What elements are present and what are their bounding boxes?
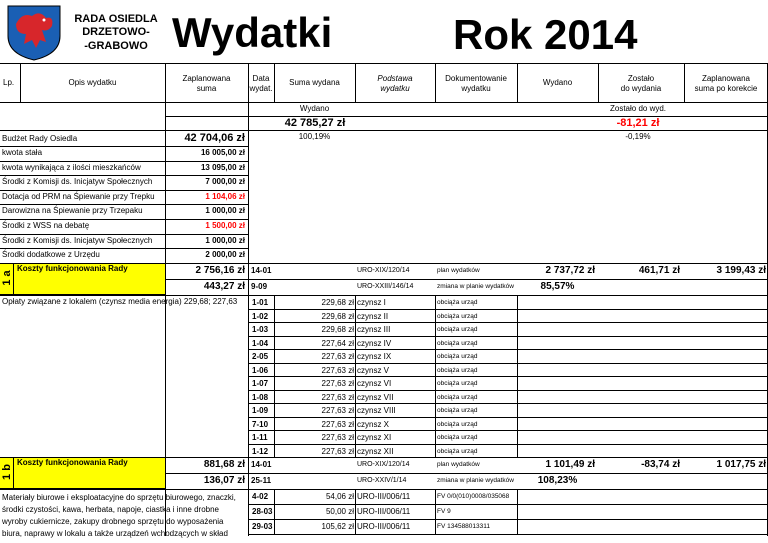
budget-row-value: 7 000,00 zł <box>205 177 245 186</box>
budget-row-label: kwota stała <box>2 148 43 157</box>
section-1b-zostalo: -83,74 zł <box>641 459 680 470</box>
cell-divider <box>435 295 436 309</box>
section-1a-zostalo: 461,71 zł <box>638 265 680 276</box>
cell-divider <box>517 363 518 377</box>
col-zostalo: Zostało do wydania <box>620 74 662 93</box>
col-lp: Lp. <box>3 78 15 87</box>
cell-divider <box>517 295 518 309</box>
section-1a-change-doc: zmiana w planie wydatków <box>437 283 514 290</box>
section-1a-title: Koszty funkcjonowania Rady <box>17 264 128 273</box>
summary-zostalo-pct: -0,19% <box>625 132 651 141</box>
table-row-basis: czynsz XI <box>357 433 392 442</box>
table-row-date: 1-11 <box>252 433 268 442</box>
cell-divider <box>435 336 436 350</box>
cell-divider <box>355 417 356 431</box>
cell-divider <box>517 349 518 363</box>
section-1a-planned: 2 756,16 zł <box>195 265 245 276</box>
table-row-basis: czynsz VIII <box>357 406 396 415</box>
table-row-date: 1-06 <box>252 366 269 375</box>
table-row-date: 28-03 <box>252 507 273 516</box>
row-divider <box>248 444 768 445</box>
table-row-date: 1-08 <box>252 393 269 402</box>
table-row-basis: URO-III/006/11 <box>357 522 411 531</box>
org-name-line2: DRZETOWO- <box>82 26 150 38</box>
cell-divider <box>355 376 356 390</box>
col-dokumentowanie: Dokumentowanie wydatku <box>445 74 507 93</box>
row-divider <box>248 504 768 505</box>
table-row-amount: 227,63 zł <box>321 393 354 402</box>
table-row-basis: czynsz VI <box>357 379 392 388</box>
table-row-amount: 229,68 zł <box>321 325 354 334</box>
section-1b-korekta: 1 017,75 zł <box>716 459 766 470</box>
year-title: Rok 2014 <box>453 11 638 58</box>
budget-row-value: 16 005,00 zł <box>200 148 245 157</box>
page-title: Wydatki <box>172 9 333 56</box>
cell-divider <box>517 489 518 504</box>
table-row-doc: obciąża urząd <box>437 367 478 374</box>
section-1a-code: 1 a <box>0 264 14 294</box>
section-1a-doc: plan wydatków <box>437 267 480 274</box>
budget-row-label: kwota wynikająca z ilości mieszkańców <box>2 163 141 172</box>
cell-divider <box>435 403 436 417</box>
table-row-basis: czynsz X <box>357 420 390 429</box>
cell-divider <box>517 417 518 431</box>
cell-divider <box>355 489 356 504</box>
table-row-amount: 54,06 zł <box>325 492 354 501</box>
row-divider <box>248 390 768 391</box>
section-1a-basis: URO-XIX/120/14 <box>357 267 410 274</box>
cell-divider <box>355 363 356 377</box>
budget-total: 42 704,06 zł <box>184 132 245 144</box>
table-row-amount: 105,62 zł <box>321 522 354 531</box>
table-row-doc: obciąża urząd <box>437 380 478 387</box>
cell-divider <box>517 403 518 417</box>
section-1b-planned-date: 14-01 <box>251 460 272 469</box>
col-podstawa: Podstawa wydatku <box>377 74 413 93</box>
section-1a-change: 443,27 zł <box>203 281 245 292</box>
table-row-basis: czynsz I <box>357 298 386 307</box>
section-1a-planned-date: 14-01 <box>251 266 272 275</box>
budget-row-label: Środki z WSS na debatę <box>2 221 90 230</box>
cell-divider <box>355 390 356 404</box>
table-row-amount: 227,63 zł <box>321 433 354 442</box>
col-zaplanowana: Zaplanowana suma <box>182 74 231 93</box>
budget-row-value: 1 000,00 zł <box>205 236 245 245</box>
table-row-amount: 227,63 zł <box>321 352 354 361</box>
table-row-date: 2-05 <box>252 352 269 361</box>
section-1b-title: Koszty funkcjonowania Rady <box>17 458 128 467</box>
section-1b-desc-line4: biura, naprawy w lokalu a także urządzeń wchodzących w skład <box>2 529 228 538</box>
cell-divider <box>355 403 356 417</box>
table-row-basis: URO-III/006/11 <box>357 507 411 516</box>
cell-divider <box>517 504 518 519</box>
section-1b-change-date: 25-11 <box>251 476 272 485</box>
cell-divider <box>517 390 518 404</box>
table-row-date: 1-12 <box>252 447 269 456</box>
table-row-basis: czynsz V <box>357 366 390 375</box>
table-row-basis: URO-III/006/11 <box>357 492 411 501</box>
table-row-basis: czynsz III <box>357 325 391 334</box>
col-wydano: Wydano <box>542 78 573 87</box>
budget-row-label: Środki dodatkowe z Urzędu <box>2 250 100 259</box>
cell-divider <box>355 309 356 323</box>
table-row-date: 29-03 <box>252 522 273 531</box>
section-1a-change-date: 9-09 <box>251 282 268 291</box>
table-row-date: 7-10 <box>252 420 269 429</box>
cell-divider <box>435 390 436 404</box>
cell-divider <box>435 489 436 504</box>
table-row-doc: FV 9 <box>437 508 451 515</box>
table-row-basis: czynsz IV <box>357 339 392 348</box>
cell-divider <box>355 519 356 534</box>
table-row-amount: 227,63 zł <box>321 406 354 415</box>
summary-zostalo-value: -81,21 zł <box>616 117 660 129</box>
cell-divider <box>435 363 436 377</box>
row-divider <box>248 363 768 364</box>
section-1b-code: 1 b <box>0 458 14 488</box>
row-divider <box>248 336 768 337</box>
cell-divider <box>435 430 436 444</box>
table-row-basis: czynsz II <box>357 312 389 321</box>
cell-divider <box>355 430 356 444</box>
row-divider <box>248 534 768 535</box>
cell-divider <box>355 336 356 350</box>
section-1b-desc-line2: środki czystości, kawa, herbata, napoje, ciastka i inne drobne <box>2 505 220 514</box>
cell-divider <box>435 309 436 323</box>
table-row-amount: 227,63 zł <box>321 447 354 456</box>
section-1b-desc-line1: Materiały biurowe i eksploatacyjne do sprzętu biurowego, znaczki, <box>2 493 236 502</box>
cell-divider <box>355 444 356 458</box>
cell-divider <box>355 295 356 309</box>
table-row-basis: czynsz IX <box>357 352 392 361</box>
budget-row-value: 13 095,00 zł <box>200 163 245 172</box>
table-row-doc: obciąża urząd <box>437 407 478 414</box>
budget-row-label: Środki z Komisji ds. Inicjatyw Społecznych <box>2 177 153 186</box>
section-1b-doc: plan wydatków <box>437 461 480 468</box>
table-row-amount: 229,68 zł <box>321 298 354 307</box>
budget-label: Budżet Rady Osiedla <box>2 134 78 143</box>
table-row-date: 1-02 <box>252 312 269 321</box>
col-opis: Opis wydatku <box>68 78 117 87</box>
cell-divider <box>517 444 518 458</box>
cell-divider <box>435 417 436 431</box>
cell-divider <box>517 322 518 336</box>
cell-divider <box>355 349 356 363</box>
table-row-doc: obciąża urząd <box>437 434 478 441</box>
section-1b-change: 136,07 zł <box>203 475 245 486</box>
cell-divider <box>435 322 436 336</box>
cell-divider <box>435 504 436 519</box>
section-1a-desc: Opłaty związane z lokalem (czynsz media energia) 229,68; 227,63 <box>2 297 238 306</box>
table-row-doc: obciąża urząd <box>437 313 478 320</box>
cell-divider <box>435 349 436 363</box>
table-row-basis: czynsz XII <box>357 447 394 456</box>
section-1a-korekta: 3 199,43 zł <box>716 265 766 276</box>
cell-divider <box>517 519 518 534</box>
budget-row-value: 1 000,00 zł <box>205 206 245 215</box>
table-row-doc: FV 134588013311 <box>437 523 491 530</box>
org-name-line3: -GRABOWO <box>84 40 148 52</box>
section-1a-change-basis: URO-XXIII/146/14 <box>357 283 414 290</box>
table-row-date: 1-07 <box>252 379 269 388</box>
section-1b-planned: 881,68 zł <box>203 459 245 470</box>
table-row-doc: obciąża urząd <box>437 326 478 333</box>
cell-divider <box>435 519 436 534</box>
table-row-doc: obciąża urząd <box>437 299 478 306</box>
section-1b-desc-line3: wyroby cukiernicze, zakupy drobnego sprzętu do wyposażenia <box>2 517 224 526</box>
cell-divider <box>355 504 356 519</box>
cell-divider <box>435 444 436 458</box>
table-row-amount: 227,64 zł <box>321 339 354 348</box>
cell-divider <box>517 309 518 323</box>
budget-row-label: Dotacja od PRM na Śpiewanie przy Trepku <box>2 192 155 201</box>
budget-row-value: 1 104,06 zł <box>205 192 245 201</box>
org-emblem <box>2 2 66 62</box>
org-name-line1: RADA OSIEDLA <box>74 13 158 25</box>
table-row-doc: obciąża urząd <box>437 340 478 347</box>
summary-wydano-pct: 100,19% <box>298 132 331 141</box>
col-korekta: Zaplanowana suma po korekcie <box>694 74 758 93</box>
table-row-amount: 227,63 zł <box>321 366 354 375</box>
col-suma-wydana: Suma wydana <box>289 78 340 87</box>
section-1a-pct: 85,57% <box>540 281 575 292</box>
table-row-basis: czynsz VII <box>357 393 394 402</box>
table-row-date: 4-02 <box>252 492 269 501</box>
table-row-doc: FV 0/0(010)0008/035068 <box>437 493 510 500</box>
table-row-doc: obciąża urząd <box>437 394 478 401</box>
cell-divider <box>517 376 518 390</box>
section-1b-change-doc: zmiana w planie wydatków <box>437 477 514 484</box>
row-divider <box>248 519 768 520</box>
table-row-date: 1-09 <box>252 406 269 415</box>
section-1b-wydano: 1 101,49 zł <box>545 459 595 470</box>
table-row-amount: 227,63 zł <box>321 379 354 388</box>
row-divider <box>248 309 768 310</box>
section-1a-wydano: 2 737,72 zł <box>545 265 595 276</box>
summary-wydano-value: 42 785,27 zł <box>284 117 346 129</box>
table-row-amount: 227,63 zł <box>321 420 354 429</box>
budget-row-label: Środki z Komisji ds. Inicjatyw Społecznych <box>2 236 153 245</box>
section-1b-basis: URO-XIX/120/14 <box>357 461 410 468</box>
row-divider <box>248 417 768 418</box>
table-row-amount: 50,00 zł <box>325 507 354 516</box>
cell-divider <box>517 430 518 444</box>
budget-row-label: Darowizna na Śpiewanie przy Trzepaku <box>2 206 143 215</box>
table-row-date: 1-03 <box>252 325 269 334</box>
cell-divider <box>435 376 436 390</box>
summary-wydano-label: Wydano <box>299 104 330 113</box>
section-1b-pct: 108,23% <box>537 475 578 486</box>
budget-row-value: 1 500,00 zł <box>205 221 245 230</box>
table-row-amount: 229,68 zł <box>321 312 354 321</box>
section-1b-change-basis: URO-XXIV/1/14 <box>357 477 407 484</box>
budget-row-value: 2 000,00 zł <box>205 250 245 259</box>
table-row-doc: obciąża urząd <box>437 448 478 455</box>
table-row-doc: obciąża urząd <box>437 353 478 360</box>
table-row-doc: obciąża urząd <box>437 421 478 428</box>
cell-divider <box>517 336 518 350</box>
table-row-date: 1-01 <box>252 298 269 307</box>
col-data: Data wydat. <box>249 74 273 93</box>
summary-zostalo-label: Zostało do wyd. <box>609 104 667 113</box>
table-row-date: 1-04 <box>252 339 269 348</box>
cell-divider <box>355 322 356 336</box>
